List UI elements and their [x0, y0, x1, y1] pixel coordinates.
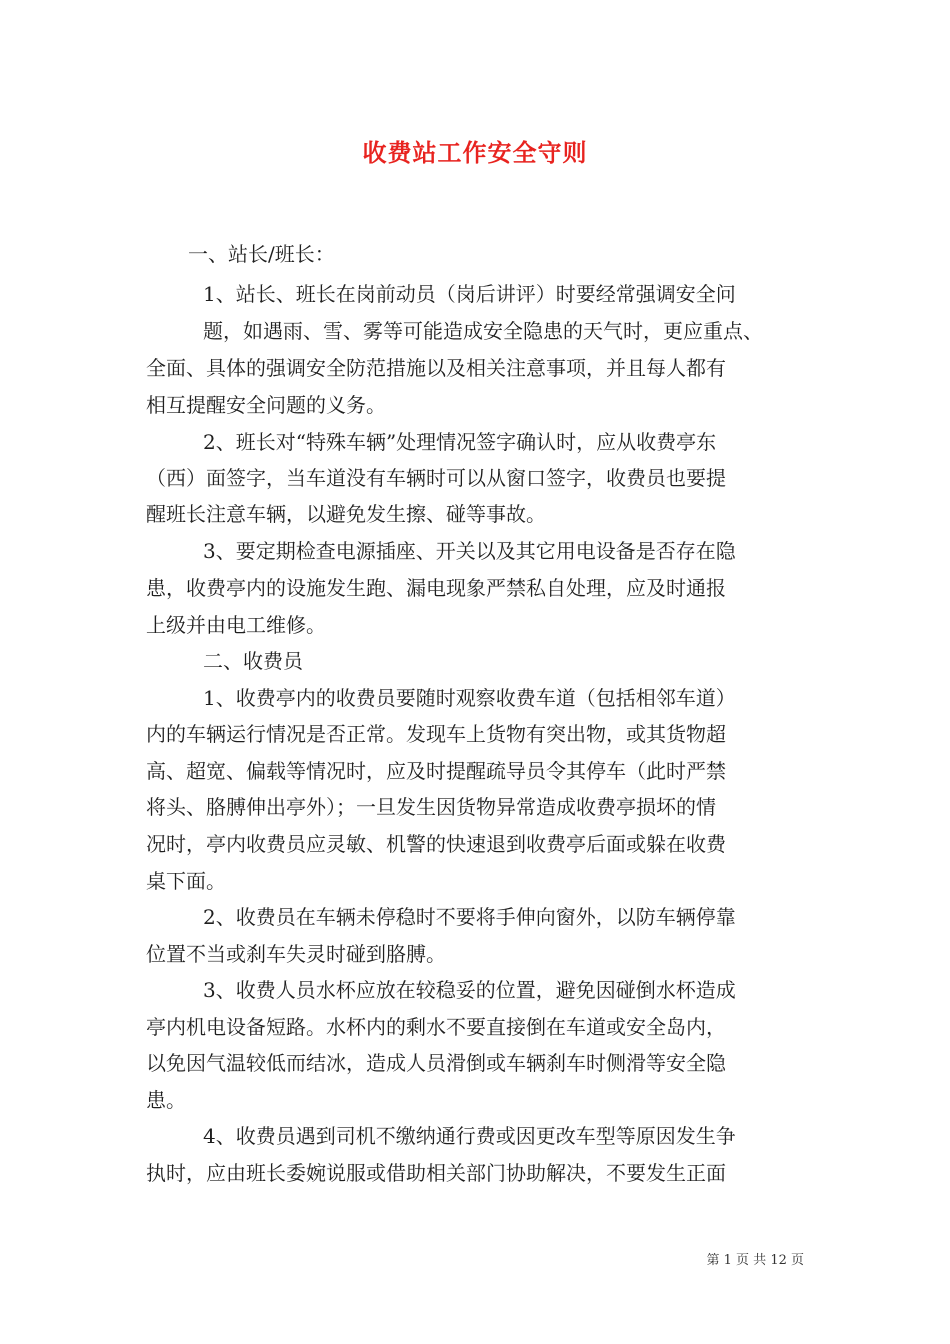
- body-line: 将头、胳膊伸出亭外）；一旦发生因货物异常造成收费亭损坏的情: [146, 795, 716, 819]
- body-line: 题，如遇雨、雪、雾等可能造成安全隐患的天气时，更应重点、: [203, 319, 763, 343]
- body-line: （西）面签字，当车道没有车辆时可以从窗口签字，收费员也要提: [146, 466, 726, 490]
- body-line: 位置不当或刹车失灵时碰到胳膊。: [146, 942, 446, 966]
- body-line: 全面、具体的强调安全防范措施以及相关注意事项，并且每人都有: [146, 356, 726, 380]
- body-line: 患。: [146, 1088, 186, 1112]
- body-line: 上级并由电工维修。: [146, 613, 326, 637]
- body-line: 1、收费亭内的收费员要随时观察收费车道（包括相邻车道）: [203, 686, 736, 710]
- body-line: 以免因气温较低而结冰，造成人员滑倒或车辆刹车时侧滑等安全隐: [146, 1051, 726, 1075]
- body-line: 亭内机电设备短路。水杯内的剩水不要直接倒在车道或安全岛内，: [146, 1015, 726, 1039]
- body-line: 桌下面。: [146, 869, 226, 893]
- body-line: 高、超宽、偏载等情况时，应及时提醒疏导员令其停车（此时严禁: [146, 759, 726, 783]
- page-number: 第 1 页 共 12 页: [706, 1253, 804, 1268]
- body-line: 内的车辆运行情况是否正常。发现车上货物有突出物，或其货物超: [146, 722, 726, 746]
- section-heading: 二、收费员: [203, 649, 303, 673]
- body-line: 3、要定期检查电源插座、开关以及其它用电设备是否存在隐: [203, 539, 736, 563]
- section-heading: 一、站长/班长：: [188, 242, 335, 266]
- body-line: 2、收费员在车辆未停稳时不要将手伸向窗外，以防车辆停靠: [203, 905, 736, 929]
- body-line: 4、收费员遇到司机不缴纳通行费或因更改车型等原因发生争: [203, 1124, 736, 1148]
- body-line: 患，收费亭内的设施发生跑、漏电现象严禁私自处理，应及时通报: [146, 576, 726, 600]
- body-line: 1、站长、班长在岗前动员（岗后讲评）时要经常强调安全问: [203, 282, 736, 306]
- body-line: 醒班长注意车辆，以避免发生擦、碰等事故。: [146, 502, 546, 526]
- body-line: 执时，应由班长委婉说服或借助相关部门协助解决，不要发生正面: [146, 1161, 726, 1185]
- document-title: 收费站工作安全守则: [362, 138, 588, 167]
- body-line: 3、收费人员水杯应放在较稳妥的位置，避免因碰倒水杯造成: [203, 978, 736, 1002]
- body-line: 2、班长对“特殊车辆”处理情况签字确认时，应从收费亭东: [203, 430, 717, 454]
- body-line: 况时，亭内收费员应灵敏、机警的快速退到收费亭后面或躲在收费: [146, 832, 726, 856]
- body-line: 相互提醒安全问题的义务。: [146, 393, 386, 417]
